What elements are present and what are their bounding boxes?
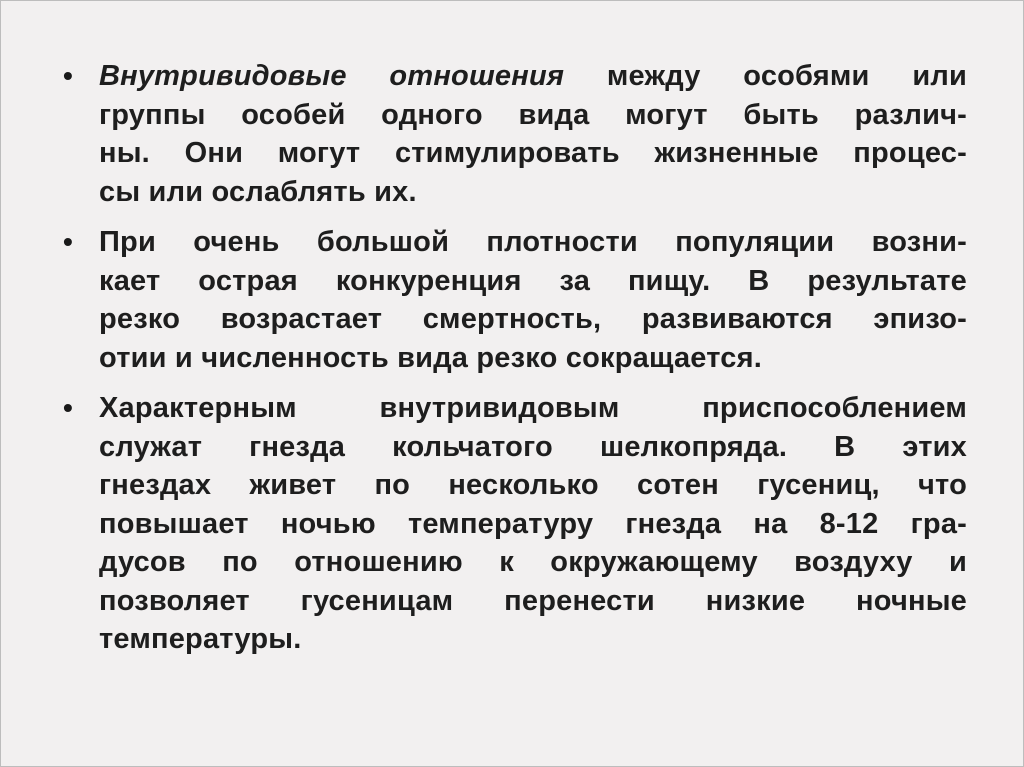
text-line: служат гнезда кольчатого шелкопряда. В этих [99, 430, 967, 463]
text-line: группы особей одного вида могут быть различ- [99, 98, 967, 131]
text-line: При очень большой плотности популяции возни- [99, 226, 967, 258]
text-line: температуры. [99, 623, 302, 655]
bullet-list [63, 57, 967, 671]
text-line: отии и численность вида резко сокращается. [99, 341, 762, 374]
text-line: позволяет гусеницам перенести низкие ночные [99, 584, 967, 617]
bullet-item-3 [63, 389, 967, 659]
bullet-icon: • [63, 226, 73, 257]
text-line: Характерным внутривидовым приспособлением [99, 392, 967, 424]
bullet-icon: • [63, 392, 73, 423]
bullet-item-1 [63, 57, 967, 211]
text-line: гнездах живет по несколько сотен гусениц, что [99, 469, 967, 501]
text-line: сы или ослаблять их. [99, 175, 417, 208]
bullet-icon: • [63, 60, 73, 91]
text-line [99, 57, 967, 96]
text-line: повышает ночью температуру гнезда на 8-12 гра- [99, 507, 967, 540]
text-line: ны. Они могут стимулировать жизненные процес- [99, 137, 967, 169]
text-line: кает острая конкуренция за пищу. В результате [99, 264, 967, 297]
italic-term: Внутривидовые отношения [99, 60, 565, 92]
text-line: дусов по отношению к окружающему воздуху и [99, 546, 967, 578]
bullet-item-2 [63, 223, 967, 377]
text-line: резко возрастает смертность, развиваются эпизо- [99, 303, 967, 335]
text-fragment: между особями или [564, 60, 967, 92]
